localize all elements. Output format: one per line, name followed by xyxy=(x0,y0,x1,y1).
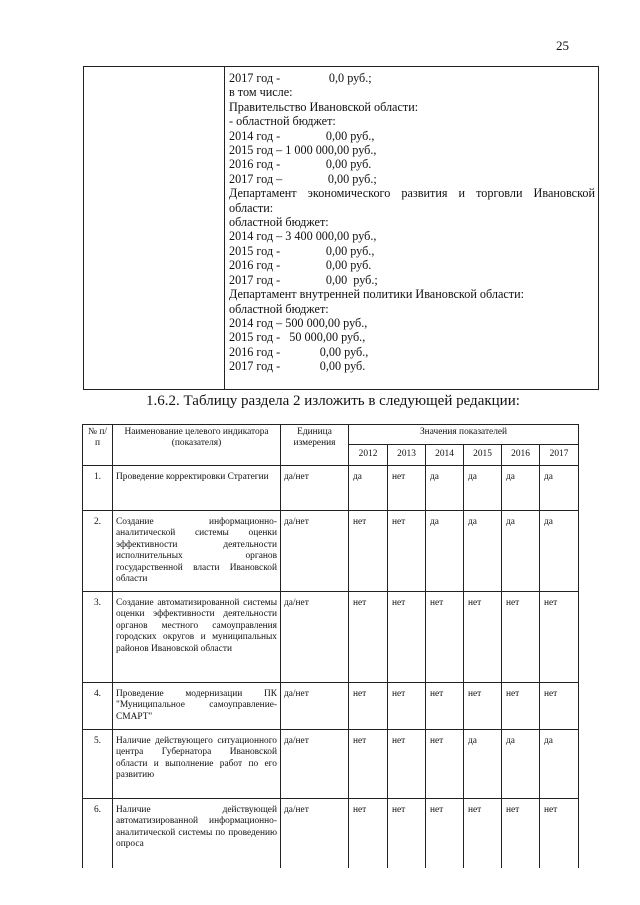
page-number: 25 xyxy=(556,38,569,53)
row-value: нет xyxy=(426,799,464,872)
row-value: нет xyxy=(388,799,426,872)
row-value: да xyxy=(464,466,502,511)
funding-line: Правительство Ивановской области: xyxy=(229,99,419,114)
funding-line: 2017 год - 0,0 руб.; xyxy=(229,71,372,85)
row-value: нет xyxy=(349,592,388,683)
row-unit: да/нет xyxy=(281,799,349,872)
row-value: нет xyxy=(540,592,579,683)
row-value: нет xyxy=(540,683,579,730)
row-value: нет xyxy=(464,683,502,730)
table-header-row xyxy=(83,425,579,445)
row-value: да xyxy=(502,511,540,592)
row-num: 2. xyxy=(83,511,113,592)
row-num: 1. xyxy=(83,466,113,511)
funding-line: 2016 год - 0,00 руб., xyxy=(229,344,369,359)
funding-line: 2016 год - 0,00 руб. xyxy=(229,157,372,172)
header-year: 2015 xyxy=(464,445,502,466)
row-name: Наличие действующей автоматизированной информационно-аналитической системы по проведению опроса xyxy=(113,799,281,872)
row-value: да xyxy=(540,466,579,511)
row-unit: да/нет xyxy=(281,683,349,730)
row-num: 4. xyxy=(83,683,113,730)
funding-line: 2015 год - 50 000,00 руб., xyxy=(229,330,366,345)
row-unit: да/нет xyxy=(281,466,349,511)
row-value: нет xyxy=(426,683,464,730)
header-name: Наименование целевого индикатора (показателя) xyxy=(113,425,281,466)
row-name: Проведение модернизации ПК "Муниципальное самоуправление-СМАРТ" xyxy=(113,683,281,730)
row-value: да xyxy=(540,730,579,799)
row-value: нет xyxy=(540,799,579,872)
row-value: нет xyxy=(426,730,464,799)
row-value: да xyxy=(502,730,540,799)
row-value: нет xyxy=(502,683,540,730)
row-num: 3. xyxy=(83,592,113,683)
funding-line: - областной бюджет: xyxy=(229,114,336,129)
row-value: нет xyxy=(349,730,388,799)
funding-line: 2017 год - 0,00 руб.; xyxy=(229,272,378,287)
row-value: да xyxy=(540,511,579,592)
row-value: нет xyxy=(388,466,426,511)
table-row xyxy=(83,730,579,799)
header-year: 2017 xyxy=(540,445,579,466)
row-value: нет xyxy=(388,511,426,592)
header-year: 2012 xyxy=(349,445,388,466)
funding-line: Департамент внутренней политики Ивановской области: xyxy=(229,287,525,302)
funding-line: 2017 год - 0,00 руб. xyxy=(229,359,366,374)
funding-line: в том числе: xyxy=(229,85,293,100)
row-value: да xyxy=(464,511,502,592)
header-num: № п/п xyxy=(83,425,113,466)
row-value: нет xyxy=(388,683,426,730)
row-value: нет xyxy=(464,592,502,683)
header-year: 2013 xyxy=(388,445,426,466)
table-row xyxy=(83,511,579,592)
table-row xyxy=(83,592,579,683)
funding-line: 2017 год – 0,00 руб.; xyxy=(229,171,377,186)
funding-line: области: xyxy=(229,200,274,215)
header-year: 2014 xyxy=(426,445,464,466)
page-bottom-margin xyxy=(0,868,640,905)
row-num: 5. xyxy=(83,730,113,799)
header-year: 2016 xyxy=(502,445,540,466)
funding-line: 2015 год – 1 000 000,00 руб., xyxy=(229,143,377,158)
row-value: нет xyxy=(502,799,540,872)
header-unit: Единица измерения xyxy=(281,425,349,466)
header-values-title: Значения показателей xyxy=(349,425,579,445)
row-value: да xyxy=(464,730,502,799)
column-divider xyxy=(224,67,225,389)
funding-line: областной бюджет: xyxy=(229,215,329,230)
row-unit: да/нет xyxy=(281,511,349,592)
funding-line: 2016 год - 0,00 руб. xyxy=(229,258,372,273)
row-name: Наличие действующего ситуационного центра Губернатора Ивановской области и выполнение работ по его развитию xyxy=(113,730,281,799)
row-value: да xyxy=(426,466,464,511)
funding-line: 2014 год - 0,00 руб., xyxy=(229,128,375,143)
section-heading: 1.6.2. Таблицу раздела 2 изложить в следующей редакции: xyxy=(146,393,520,409)
row-value: нет xyxy=(464,799,502,872)
funding-line: областной бюджет: xyxy=(229,301,329,316)
row-value: нет xyxy=(388,730,426,799)
row-unit: да/нет xyxy=(281,730,349,799)
row-num: 6. xyxy=(83,799,113,872)
row-value: нет xyxy=(388,592,426,683)
row-value: нет xyxy=(349,799,388,872)
funding-table-continuation xyxy=(83,66,599,390)
funding-line: 2014 год – 500 000,00 руб., xyxy=(229,315,368,330)
row-value: нет xyxy=(502,592,540,683)
row-value: да xyxy=(502,466,540,511)
row-name: Создание автоматизированной системы оценки эффективности деятельности органов местного самоуправления городских округов и муниципальных районов Ивановской области xyxy=(113,592,281,683)
row-value: нет xyxy=(426,592,464,683)
row-value: нет xyxy=(349,511,388,592)
funding-line: 2015 год - 0,00 руб., xyxy=(229,243,375,258)
row-unit: да/нет xyxy=(281,592,349,683)
row-name: Проведение корректировки Стратегии xyxy=(113,466,281,511)
row-value: нет xyxy=(349,683,388,730)
row-value: да xyxy=(349,466,388,511)
table-row xyxy=(83,799,579,872)
funding-line: 2014 год – 3 400 000,00 руб., xyxy=(229,229,377,244)
table-row xyxy=(83,466,579,511)
indicators-table xyxy=(82,424,579,872)
row-name: Создание информационно-аналитической системы оценки эффективности деятельности исполнительных органов государственной власти Ивановской области xyxy=(113,511,281,592)
table-row xyxy=(83,683,579,730)
funding-lines xyxy=(229,71,595,374)
funding-line: Департамент экономического развития и торговли Ивановской xyxy=(229,186,595,201)
row-value: да xyxy=(426,511,464,592)
